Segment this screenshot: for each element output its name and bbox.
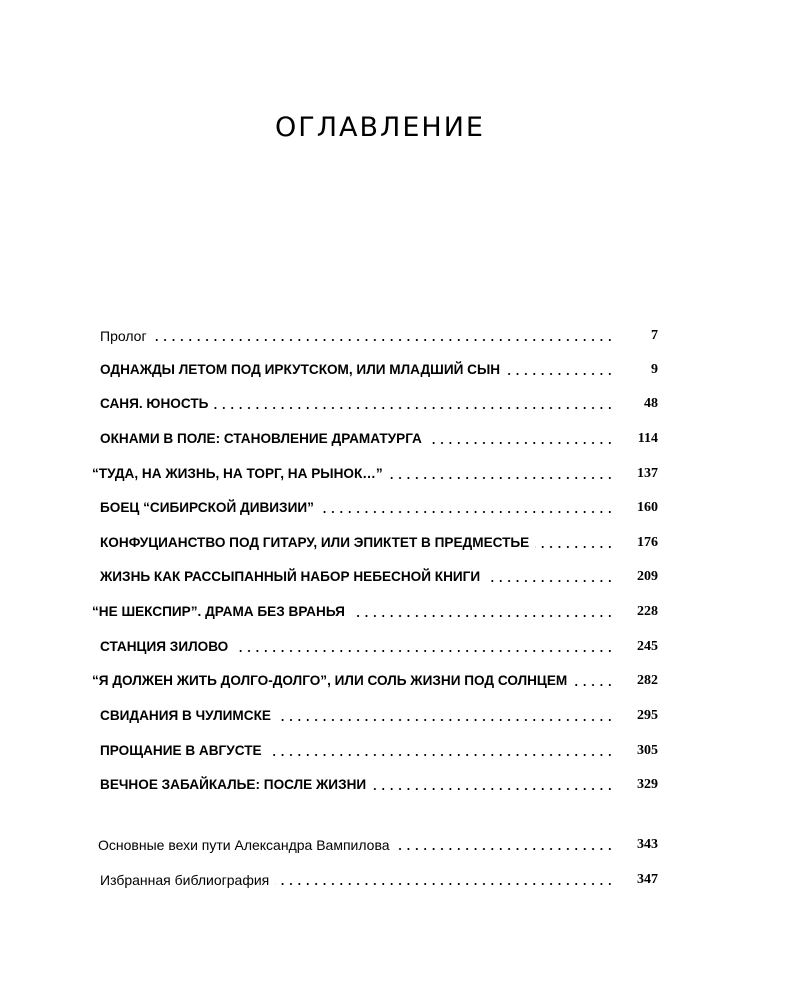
toc-entry-title: ЖИЗНЬ КАК РАССЫПАННЫЙ НАБОР НЕБЕСНОЙ КНИГИ xyxy=(100,569,481,584)
toc-entry-page: 282 xyxy=(637,673,658,688)
toc-entry-title: СВИДАНИЯ В ЧУЛИМСКЕ xyxy=(100,708,271,723)
page-title: ОГЛАВЛЕНИЕ xyxy=(275,112,485,143)
toc-leader-dots xyxy=(535,546,614,548)
toc-leader-dots xyxy=(320,511,614,513)
toc-entry-title: Пролог xyxy=(100,328,147,344)
toc-entry[interactable] xyxy=(0,869,800,891)
toc-entry-page: 295 xyxy=(637,708,658,723)
toc-entry-title: ВЕЧНОЕ ЗАБАЙКАЛЬЕ: ПОСЛЕ ЖИЗНИ xyxy=(100,777,367,792)
toc-entry[interactable] xyxy=(0,705,800,727)
toc-entry[interactable] xyxy=(0,393,800,415)
toc-leader-dots xyxy=(396,848,614,850)
toc-entry[interactable] xyxy=(0,670,800,692)
toc-entry[interactable] xyxy=(0,532,800,554)
toc-entry-page: 176 xyxy=(637,535,658,550)
toc-entry-page: 209 xyxy=(637,569,658,584)
toc-leader-dots xyxy=(506,373,614,375)
toc-entry[interactable] xyxy=(0,428,800,450)
toc-entry-title: ПРОЩАНИЕ В АВГУСТЕ xyxy=(100,743,262,758)
toc-entry[interactable] xyxy=(0,325,800,347)
toc-entry[interactable] xyxy=(0,566,800,588)
toc-leader-dots xyxy=(573,684,614,686)
toc-entry-page: 48 xyxy=(644,396,658,411)
toc-entry[interactable] xyxy=(0,636,800,658)
toc-entry-title: БОЕЦ “СИБИРСКОЙ ДИВИЗИИ” xyxy=(100,500,314,515)
toc-entry-page: 137 xyxy=(637,466,658,481)
toc-entry-title: Избранная библиография xyxy=(100,872,270,888)
toc-leader-dots xyxy=(153,339,614,341)
toc-entry-title: Основные вехи пути Александра Вампилова xyxy=(98,837,390,853)
toc-leader-dots xyxy=(372,788,614,790)
toc-leader-dots xyxy=(428,442,614,444)
toc-entry-page: 245 xyxy=(637,639,658,654)
toc-entry-page: 228 xyxy=(637,604,658,619)
toc-entry[interactable] xyxy=(0,601,800,623)
toc-entry[interactable] xyxy=(0,740,800,762)
toc-entry-title: СТАНЦИЯ ЗИЛОВО xyxy=(100,639,229,654)
toc-leader-dots xyxy=(234,650,614,652)
toc-entry[interactable] xyxy=(0,359,800,381)
toc-entry[interactable] xyxy=(0,774,800,796)
toc-entry-title: ОДНАЖДЫ ЛЕТОМ ПОД ИРКУТСКОМ, ИЛИ МЛАДШИЙ СЫН xyxy=(100,362,501,377)
toc-entry-title: “НЕ ШЕКСПИР”. ДРАМА БЕЗ ВРАНЬЯ xyxy=(92,604,345,619)
toc-entry[interactable] xyxy=(0,834,800,856)
toc-leader-dots xyxy=(389,477,614,479)
toc-entry-title: “Я ДОЛЖЕН ЖИТЬ ДОЛГО-ДОЛГО”, ИЛИ СОЛЬ ЖИЗНИ ПОД СОЛНЦЕМ xyxy=(92,673,568,688)
toc-entry-title: ОКНАМИ В ПОЛЕ: СТАНОВЛЕНИЕ ДРАМАТУРГА xyxy=(100,431,422,446)
toc-entry[interactable] xyxy=(0,497,800,519)
toc-entry-page: 347 xyxy=(637,872,658,887)
toc-entry-page: 7 xyxy=(651,328,658,343)
toc-leader-dots xyxy=(486,580,614,582)
toc-entry-page: 305 xyxy=(637,743,658,758)
toc-entry-page: 329 xyxy=(637,777,658,792)
toc-entry[interactable] xyxy=(0,463,800,485)
toc-entry-title: САНЯ. ЮНОСТЬ xyxy=(100,396,209,411)
toc-entry-page: 160 xyxy=(637,500,658,515)
toc-leader-dots xyxy=(277,719,614,721)
toc-leader-dots xyxy=(268,754,614,756)
toc-leader-dots xyxy=(214,407,614,409)
toc-entry-page: 9 xyxy=(651,362,658,377)
toc-entry-title: “ТУДА, НА ЖИЗНЬ, НА ТОРГ, НА РЫНОК…” xyxy=(92,466,383,481)
toc-entry-page: 114 xyxy=(637,431,658,446)
toc-leader-dots xyxy=(351,615,614,617)
toc-leader-dots xyxy=(275,883,614,885)
toc-entry-page: 343 xyxy=(637,837,658,852)
toc-entry-title: КОНФУЦИАНСТВО ПОД ГИТАРУ, ИЛИ ЭПИКТЕТ В ПРЕДМЕСТЬЕ xyxy=(100,535,530,550)
